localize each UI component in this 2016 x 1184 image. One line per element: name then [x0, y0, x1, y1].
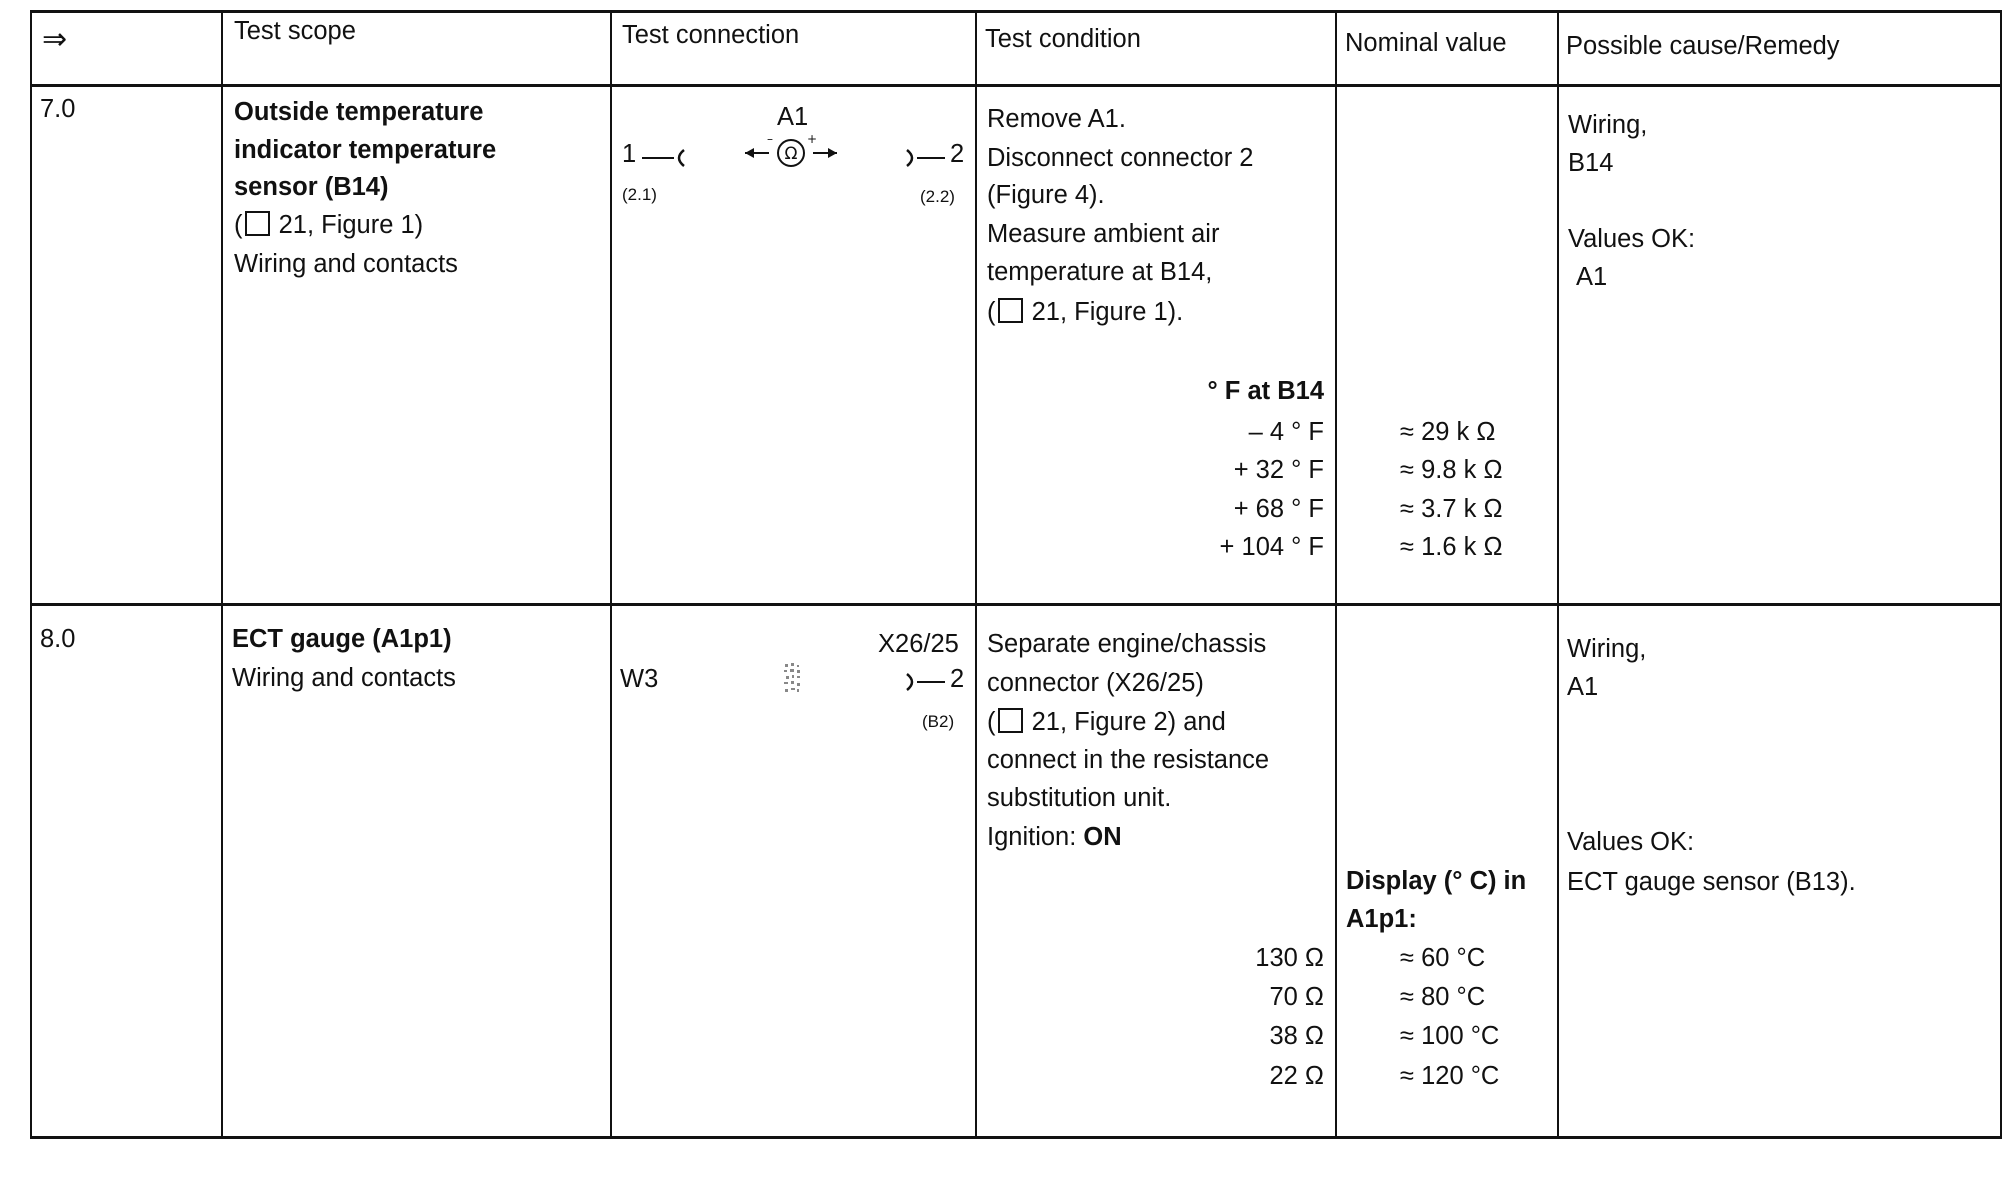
row1-scope-title-line2: indicator temperature: [234, 136, 497, 164]
row1-cond-line4: Measure ambient air: [987, 220, 1220, 248]
row2-cond-line2: connector (X26/25): [987, 669, 1204, 697]
row1-resistance-2: ≈ 3.7 k Ω: [1400, 495, 1503, 523]
col-divider-3: [975, 10, 977, 1138]
book-reference-icon: [998, 708, 1023, 733]
row2-cond-line5: substitution unit.: [987, 784, 1172, 812]
row2-display-1: ≈ 80 °C: [1400, 983, 1486, 1011]
row2-ohm-1: 70 Ω: [1269, 983, 1324, 1011]
row1-cond-line5: temperature at B14,: [987, 258, 1213, 286]
connector-right-icon: [903, 672, 949, 692]
row1-scope-title-line3: sensor (B14): [234, 173, 389, 201]
book-reference-icon: [998, 298, 1023, 323]
header-test-condition: Test condition: [985, 25, 1141, 53]
row1-scope-note: Wiring and contacts: [234, 250, 458, 278]
row2-display-head-line2: A1p1:: [1346, 905, 1417, 933]
col-divider-5: [1557, 10, 1559, 1138]
row1-cond-ref-open: (: [987, 298, 996, 326]
row2-cond-line4: connect in the resistance: [987, 746, 1270, 774]
svg-text:–: –: [767, 132, 773, 146]
header-test-scope: Test scope: [234, 17, 356, 45]
row2-cause-line3: Values OK:: [1567, 828, 1695, 856]
row1-step: 7.0: [40, 95, 76, 123]
row2-cond-ref-text: 21, Figure 2) and: [1024, 708, 1226, 736]
row2-cond-line3: [987, 703, 1226, 742]
row1-conn-sub-right: (2.2): [920, 187, 955, 206]
row1-cause-line4: A1: [1576, 263, 1608, 291]
row2-display-3: ≈ 120 °C: [1400, 1062, 1500, 1090]
col-divider-1: [221, 10, 223, 1138]
header-arrow: ⇒: [42, 23, 68, 56]
row1-cond-line3: (Figure 4).: [987, 181, 1105, 209]
header-possible-cause: Possible cause/Remedy: [1566, 32, 1840, 60]
row1-temp-3: + 104 ° F: [1219, 533, 1324, 561]
row2-ohm-3: 22 Ω: [1269, 1062, 1324, 1090]
row2-ignition-value: ON: [1083, 823, 1122, 851]
svg-text:Ω: Ω: [784, 144, 798, 164]
row1-scope-reference: [234, 206, 423, 245]
col-divider-4: [1335, 10, 1337, 1138]
row1-scope-ref-text: 21, Figure 1): [271, 211, 424, 239]
row1-resistance-3: ≈ 1.6 k Ω: [1400, 533, 1503, 561]
row1-temp-0: – 4 ° F: [1248, 418, 1324, 446]
row2-cond-line1: Separate engine/chassis: [987, 630, 1267, 658]
row2-cond-ref-open: (: [987, 708, 996, 736]
row2-display-2: ≈ 100 °C: [1400, 1022, 1500, 1050]
table-bottom-border: [30, 1136, 2002, 1139]
header-bottom-border: [30, 84, 2002, 87]
row1-cond-line1: Remove A1.: [987, 105, 1126, 133]
row1-temp-1: + 32 ° F: [1233, 456, 1324, 484]
connector-left-icon: [642, 148, 688, 168]
row2-ohm-0: 130 Ω: [1255, 944, 1324, 972]
row1-resistance-0: ≈ 29 k Ω: [1400, 418, 1496, 446]
row1-conn-label: A1: [777, 103, 809, 131]
row1-cause-line1: Wiring,: [1568, 111, 1648, 139]
row2-conn-label: X26/25: [878, 630, 959, 658]
row1-conn-pin-right: 2: [950, 140, 965, 168]
row2-ignition-label: Ignition:: [987, 823, 1084, 851]
row1-cond-line6: [987, 293, 1183, 332]
connector-right-icon: [903, 148, 949, 168]
row2-cond-line6: [987, 818, 1122, 857]
row1-cause-line2: B14: [1568, 149, 1614, 177]
col-divider-0: [30, 10, 32, 1138]
row2-step: 8.0: [40, 625, 76, 653]
row2-ohm-2: 38 Ω: [1269, 1022, 1324, 1050]
row1-scope-ref-open: (: [234, 211, 243, 239]
row2-conn-sub-right: (B2): [922, 712, 955, 731]
resistance-substitution-unit-icon: [782, 662, 806, 698]
row1-resistance-1: ≈ 9.8 k Ω: [1400, 456, 1503, 484]
row1-conn-sub-left: (2.1): [622, 185, 657, 204]
row2-cause-line2: A1: [1567, 673, 1599, 701]
book-reference-icon: [245, 211, 270, 236]
row1-conn-pin-left: 1: [622, 140, 637, 168]
row2-cause-line4: ECT gauge sensor (B13).: [1567, 868, 1856, 896]
header-test-connection: Test connection: [622, 21, 800, 49]
col-divider-2: [610, 10, 612, 1138]
row2-display-0: ≈ 60 °C: [1400, 944, 1486, 972]
row2-conn-pin-right: 2: [950, 665, 965, 693]
row-divider: [30, 603, 2002, 606]
row1-cond-line2: Disconnect connector 2: [987, 144, 1254, 172]
col-divider-6: [2000, 10, 2002, 1138]
row1-temp-table-head: ° F at B14: [1207, 377, 1324, 405]
row2-display-head-line1: Display (° C) in: [1346, 867, 1527, 895]
header-nominal-value: Nominal value: [1345, 29, 1507, 57]
row1-temp-2: + 68 ° F: [1233, 495, 1324, 523]
ohmmeter-icon: [745, 132, 841, 176]
row2-scope-title: ECT gauge (A1p1): [232, 625, 452, 653]
row2-conn-left: W3: [620, 665, 659, 693]
row1-cond-ref-text: 21, Figure 1).: [1024, 298, 1184, 326]
row1-scope-title-line1: Outside temperature: [234, 98, 484, 126]
row2-cause-line1: Wiring,: [1567, 635, 1647, 663]
svg-text:+: +: [807, 132, 818, 146]
row2-scope-note: Wiring and contacts: [232, 664, 456, 692]
row1-cause-line3: Values OK:: [1568, 225, 1696, 253]
